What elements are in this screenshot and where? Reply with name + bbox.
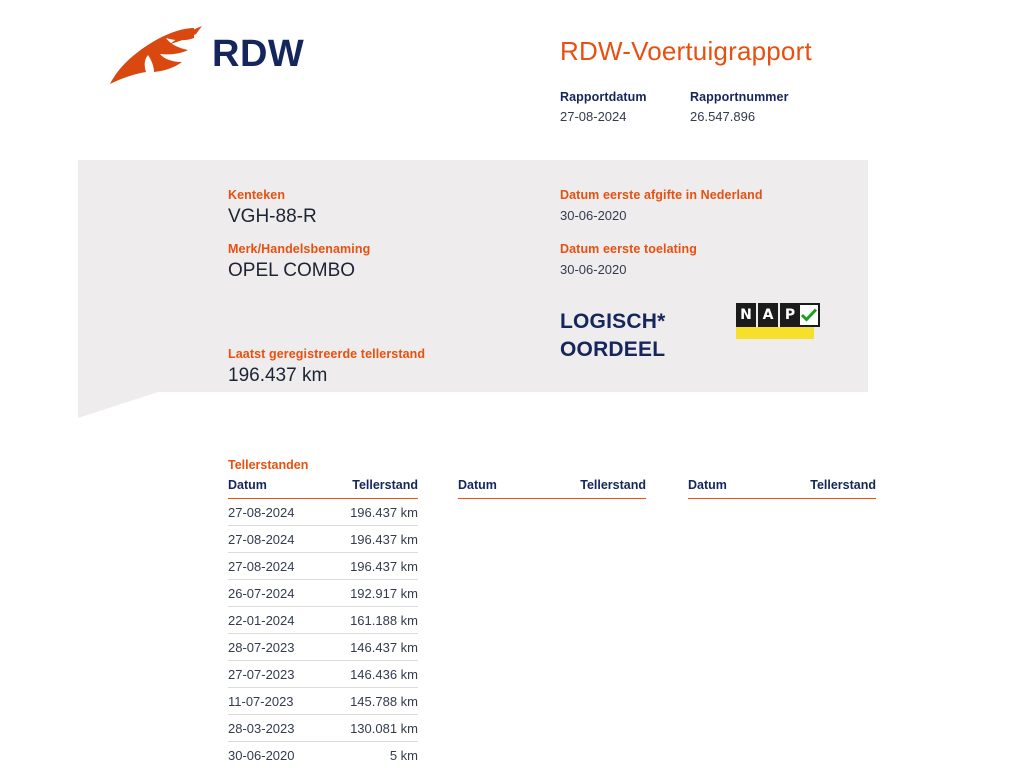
nap-yellow-bar bbox=[736, 327, 814, 339]
summary-panel bbox=[78, 160, 868, 392]
report-meta bbox=[560, 90, 807, 124]
first-issue-nl-label: Datum eerste afgifte in Nederland bbox=[560, 188, 763, 202]
cell-value: 196.437 km bbox=[328, 553, 418, 580]
verdict-line-1: LOGISCH* bbox=[560, 310, 666, 333]
table-row bbox=[228, 634, 418, 661]
table-row bbox=[228, 580, 418, 607]
brand-label: Merk/Handelsbenaming bbox=[228, 242, 371, 256]
table-row bbox=[228, 499, 418, 526]
cell-date: 22-01-2024 bbox=[228, 607, 328, 634]
report-number-label: Rapportnummer bbox=[690, 90, 789, 104]
license-plate-value: VGH-88-R bbox=[228, 206, 317, 227]
table-row bbox=[228, 607, 418, 634]
report-date-label: Rapportdatum bbox=[560, 90, 647, 104]
table-row bbox=[228, 526, 418, 553]
column-header-date: Datum bbox=[458, 478, 566, 499]
cell-value: 5 km bbox=[328, 742, 418, 768]
cell-value: 161.188 km bbox=[328, 607, 418, 634]
cell-date: 28-07-2023 bbox=[228, 634, 328, 661]
verdict-text bbox=[560, 308, 665, 363]
nap-letter-n: N bbox=[736, 303, 756, 327]
cell-value: 196.437 km bbox=[328, 499, 418, 526]
column-header-date: Datum bbox=[688, 478, 796, 499]
cell-date: 11-07-2023 bbox=[228, 688, 328, 715]
report-date-value: 27-08-2024 bbox=[560, 109, 627, 124]
cell-date: 26-07-2024 bbox=[228, 580, 328, 607]
cell-value: 146.437 km bbox=[328, 634, 418, 661]
table-row bbox=[228, 688, 418, 715]
cell-date: 28-03-2023 bbox=[228, 715, 328, 742]
column-header-date: Datum bbox=[228, 478, 328, 499]
nap-letter-a: A bbox=[758, 303, 778, 327]
brand-value: OPEL COMBO bbox=[228, 260, 356, 281]
check-icon bbox=[798, 303, 820, 327]
odometer-table-3 bbox=[688, 478, 876, 499]
column-header-value: Tellerstand bbox=[796, 478, 876, 499]
cell-date: 27-08-2024 bbox=[228, 499, 328, 526]
cell-value: 192.917 km bbox=[328, 580, 418, 607]
report-title: RDW-Voertuigrapport bbox=[560, 36, 812, 66]
odometer-section-title: Tellerstanden bbox=[228, 458, 309, 472]
cell-value: 196.437 km bbox=[328, 526, 418, 553]
report-number-block bbox=[690, 90, 789, 124]
last-odometer-label: Laatst geregistreerde tellerstand bbox=[228, 347, 426, 361]
table-row bbox=[228, 661, 418, 688]
column-header-value: Tellerstand bbox=[328, 478, 418, 499]
nap-badge bbox=[736, 303, 820, 339]
table-row bbox=[228, 742, 418, 768]
first-admission-label: Datum eerste toelating bbox=[560, 242, 697, 256]
odometer-table-1-body bbox=[228, 499, 418, 768]
report-date-block bbox=[560, 90, 672, 124]
odometer-table-2 bbox=[458, 478, 646, 499]
first-issue-nl-value: 30-06-2020 bbox=[560, 208, 627, 223]
first-admission-value: 30-06-2020 bbox=[560, 262, 627, 277]
rdw-logo bbox=[108, 26, 304, 88]
panel-corner-notch bbox=[78, 392, 158, 418]
license-plate-label: Kenteken bbox=[228, 188, 286, 202]
odometer-table-1 bbox=[228, 478, 418, 768]
rdw-feather-logo-icon bbox=[108, 26, 204, 88]
cell-value: 146.436 km bbox=[328, 661, 418, 688]
cell-date: 27-07-2023 bbox=[228, 661, 328, 688]
verdict-line-2: OORDEEL bbox=[560, 337, 666, 361]
table-row bbox=[228, 715, 418, 742]
cell-value: 145.788 km bbox=[328, 688, 418, 715]
cell-date: 27-08-2024 bbox=[228, 553, 328, 580]
table-header-row bbox=[458, 478, 646, 499]
table-header-row bbox=[228, 478, 418, 499]
report-number-value: 26.547.896 bbox=[690, 109, 756, 124]
cell-value: 130.081 km bbox=[328, 715, 418, 742]
nap-letters bbox=[736, 303, 802, 327]
nap-letter-p: P bbox=[780, 303, 800, 327]
table-header-row bbox=[688, 478, 876, 499]
rdw-logo-text: RDW bbox=[212, 33, 305, 75]
last-odometer-value: 196.437 km bbox=[228, 365, 328, 386]
cell-date: 30-06-2020 bbox=[228, 742, 328, 768]
table-row bbox=[228, 553, 418, 580]
column-header-value: Tellerstand bbox=[566, 478, 646, 499]
cell-date: 27-08-2024 bbox=[228, 526, 328, 553]
report-header bbox=[0, 0, 1024, 150]
